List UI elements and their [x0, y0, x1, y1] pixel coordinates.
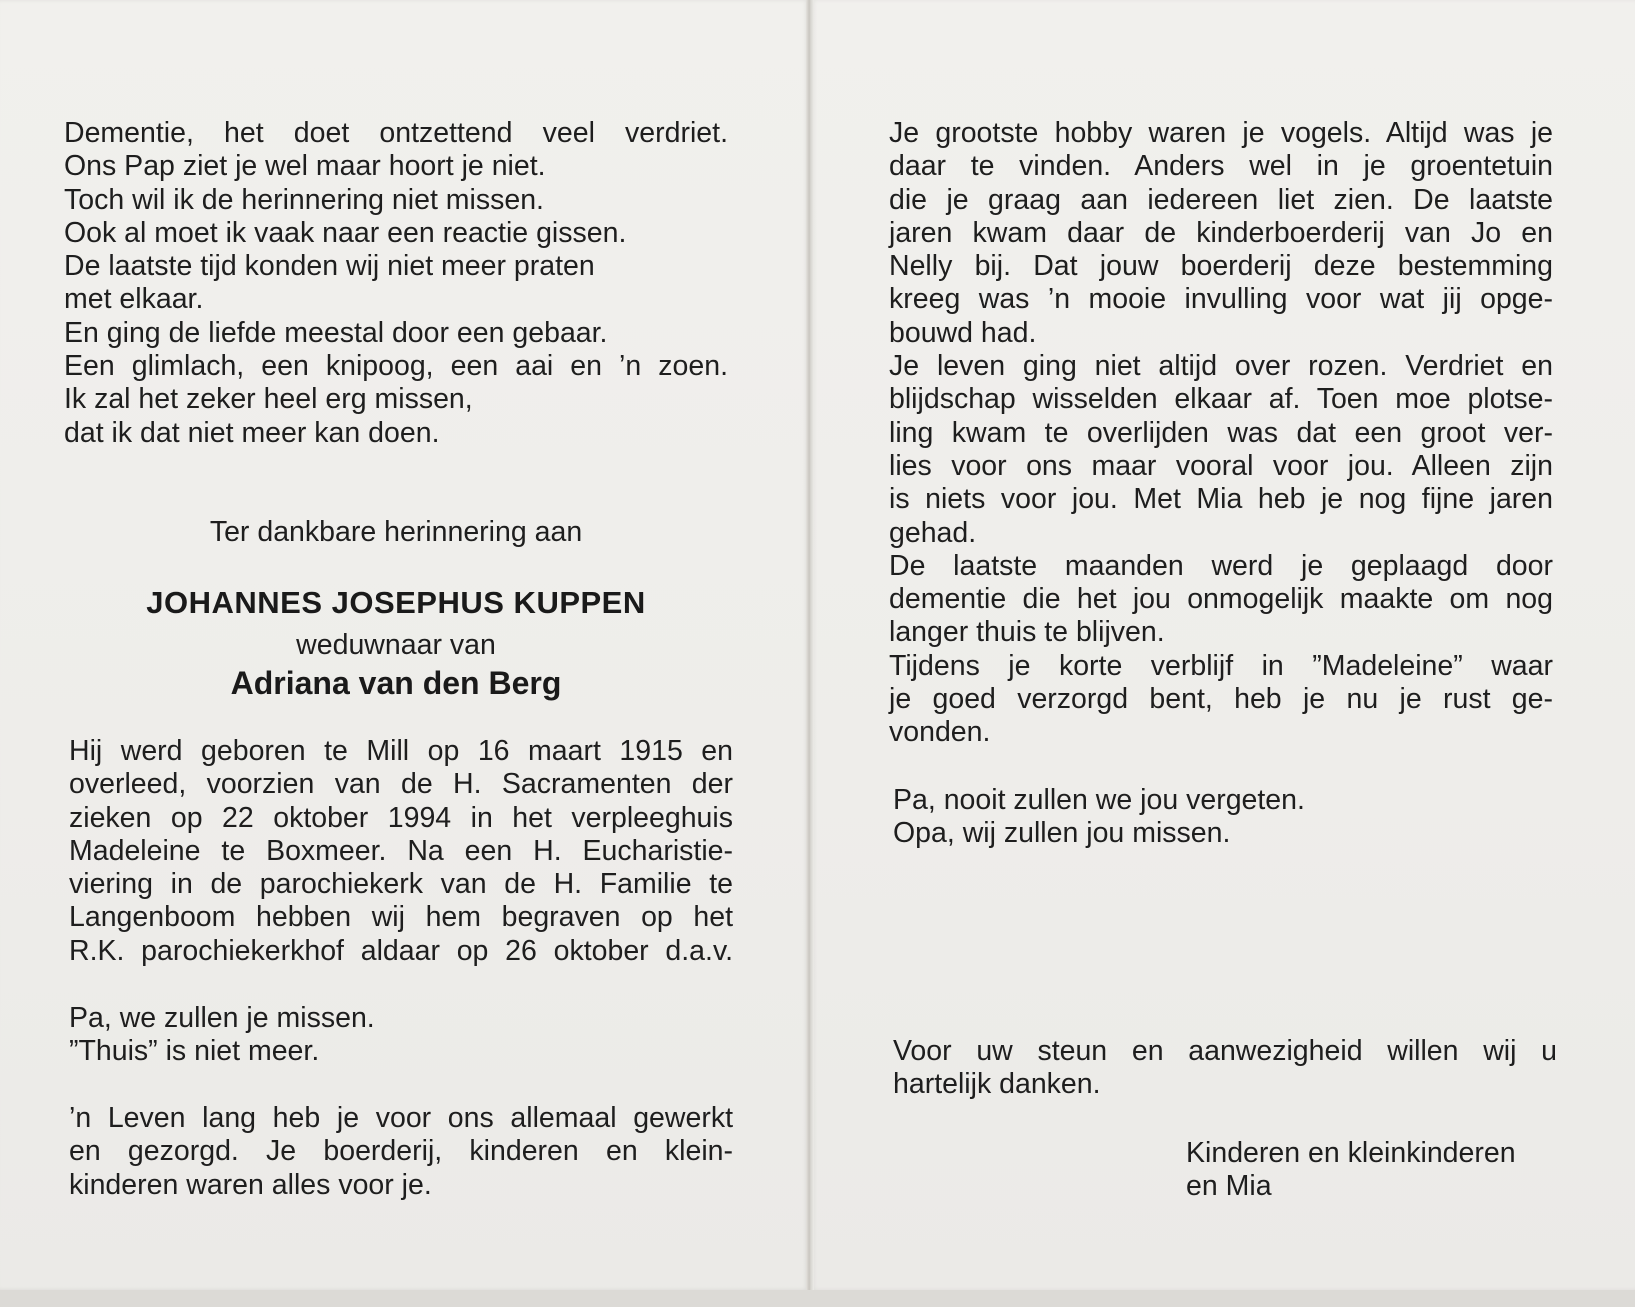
poem-line: Ook al moet ik vaak naar een reactie gissen. [64, 216, 627, 249]
life-line: kinderen waren alles voor je. [69, 1168, 432, 1201]
poem-line: En ging de liefde meestal door een gebaar. [64, 316, 608, 349]
right-line: daar te vinden. Anders wel in je groentetuin [889, 150, 1553, 183]
right-line: De laatste maanden werd je geplaagd door [889, 549, 1553, 582]
poem-line: Toch wil ik de herinnering niet missen. [64, 183, 544, 216]
right-line: dementie die het jou onmogelijk maakte om nog [889, 583, 1553, 616]
farewell-left [69, 1002, 733, 1069]
farewell-line: Opa, wij zullen jou missen. [893, 817, 1231, 850]
right-line: je goed verzorgd bent, heb je nu je rust ge- [889, 683, 1553, 716]
right-line: ling kwam te overlijden was dat een groot ver- [889, 416, 1553, 449]
life-line: en gezorgd. Je boerderij, kinderen en klein- [69, 1135, 733, 1168]
poem-line: dat ik dat niet meer kan doen. [64, 416, 440, 449]
right-line: Je leven ging niet altijd over rozen. Verdriet en [889, 350, 1553, 383]
biography-line: viering in de parochiekerk van de H. Familie te [69, 868, 733, 901]
right-line: kreeg was ’n mooie invulling voor wat jij opge- [889, 283, 1553, 316]
right-line: lies voor ons maar vooral voor jou. Alleen zijn [889, 449, 1553, 482]
biography [69, 735, 733, 968]
thanks-line: Voor uw steun en aanwezigheid willen wij u [893, 1035, 1557, 1067]
right-line: gehad. [889, 516, 977, 549]
farewell-line: ”Thuis” is niet meer. [69, 1035, 320, 1068]
biography-line: R.K. parochiekerkhof aldaar op 26 oktober d.a.v. [69, 934, 733, 967]
signature-line: Kinderen en kleinkinderen [1186, 1137, 1516, 1169]
biography-line: overleed, voorzien van de H. Sacramenten der [69, 768, 733, 801]
right-paragraph [889, 117, 1553, 750]
life-line: ’n Leven lang heb je voor ons allemaal gewerkt [69, 1102, 733, 1134]
right-line: Tijdens je korte verblijf in ”Madeleine” waar [889, 649, 1553, 682]
right-line: is niets voor jou. Met Mia heb je nog fijne jaren [889, 483, 1553, 516]
biography-line: Langenboom hebben wij hem begraven op het [69, 901, 733, 934]
life-paragraph [69, 1102, 733, 1202]
poem-line: Ik zal het zeker heel erg missen, [64, 383, 473, 416]
right-line: jaren kwam daar de kinderboerderij van Jo en [889, 216, 1553, 249]
card-fold [806, 0, 814, 1290]
farewell-line: Pa, we zullen je missen. [69, 1002, 375, 1034]
right-line: blijdschap wisselden elkaar af. Toen moe plotse- [889, 383, 1553, 416]
signature [1186, 1137, 1566, 1204]
right-line: die je graag aan iedereen liet zien. De laatste [889, 183, 1553, 216]
poem [64, 117, 728, 450]
right-line: vonden. [889, 716, 991, 749]
right-line: bouwd had. [889, 316, 1037, 349]
poem-line: Dementie, het doet ontzettend veel verdriet. [64, 117, 728, 149]
farewell-right [893, 784, 1557, 851]
poem-line: met elkaar. [64, 283, 204, 316]
right-line: Nelly bij. Dat jouw boerderij deze bestemming [889, 250, 1553, 283]
thanks-line: hartelijk danken. [893, 1068, 1101, 1101]
memorial-intro: Ter dankbare herinnering aan [209, 516, 583, 548]
biography-line: zieken op 22 oktober 1994 in het verpleeghuis [69, 801, 733, 834]
poem-line: Een glimlach, een knipoog, een aai en ’n zoen. [64, 350, 728, 383]
biography-line: Hij werd geboren te Mill op 16 maart 1915 en [69, 735, 733, 767]
signature-line: en Mia [1186, 1170, 1272, 1203]
right-line: Je grootste hobby waren je vogels. Altijd was je [889, 117, 1553, 149]
thanks-paragraph [893, 1035, 1557, 1102]
relation-label: weduwnaar van [296, 629, 496, 661]
poem-line: De laatste tijd konden wij niet meer praten [64, 250, 595, 283]
deceased-name: JOHANNES JOSEPHUS KUPPEN [146, 585, 646, 620]
farewell-line: Pa, nooit zullen we jou vergeten. [893, 784, 1305, 816]
biography-line: Madeleine te Boxmeer. Na een H. Eucharistie- [69, 834, 733, 867]
right-line: langer thuis te blijven. [889, 616, 1165, 649]
poem-line: Ons Pap ziet je wel maar hoort je niet. [64, 150, 546, 183]
spouse-name: Adriana van den Berg [230, 665, 562, 701]
